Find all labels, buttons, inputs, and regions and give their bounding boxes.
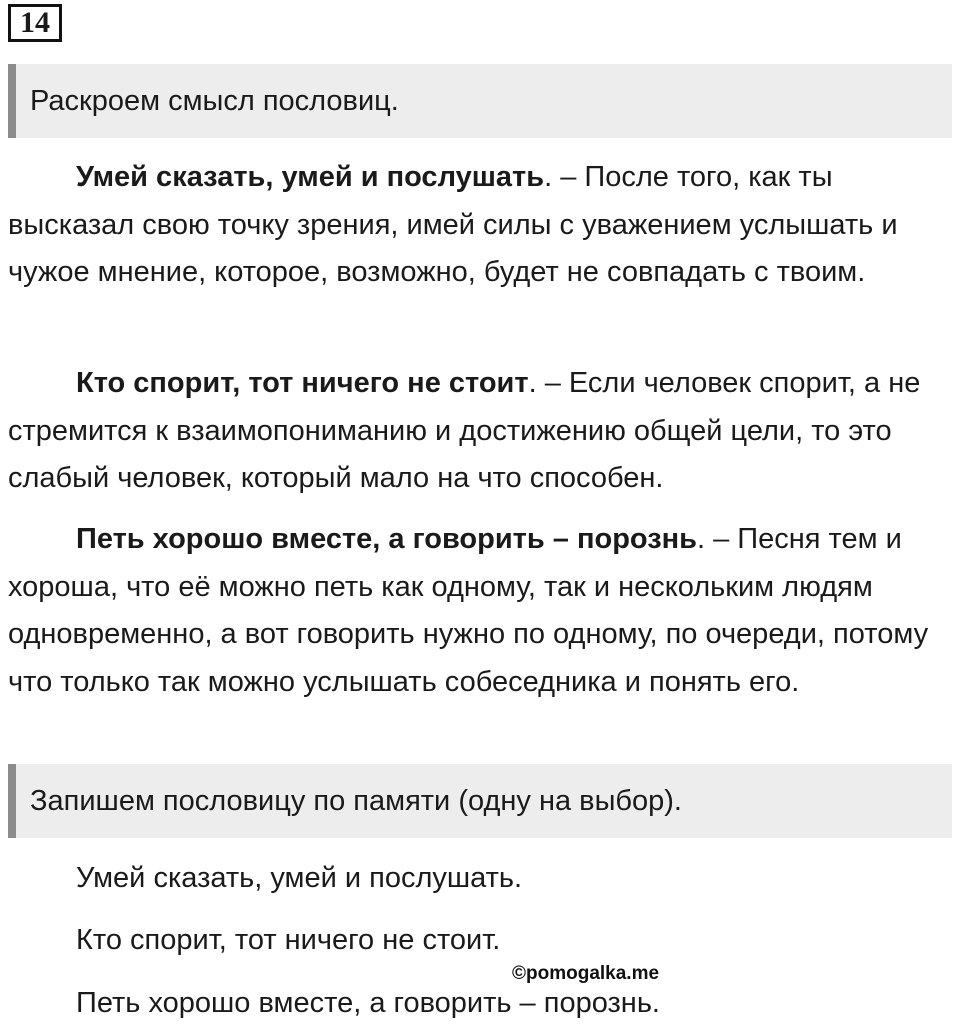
proverb-punct-2: . [528,367,537,399]
answer-line-3: Петь хорошо вместе, а говорить – порознь. [76,987,660,1019]
proverb-title-1: Умей сказать, умей и послушать [76,161,545,193]
watermark: ©pomogalka.me [512,963,660,984]
section-heading-banner-1 [8,64,952,138]
answer-line-1: Умей сказать, умей и послушать. [76,862,523,894]
proverb-punct-1: . [544,161,553,193]
proverb-title-3: Петь хорошо вместе, а говорить – порознь [76,523,697,555]
answer-line-2: Кто спорит, тот ничего не стоит. [76,924,501,956]
proverb-explanation-3: – Песня тем и хороша, что её можно петь как одному, так и нескольким людям одновременно, а вот говорить нужно по одному, по очереди, потому что только так можно услышать собеседника и понять его. [8,523,929,698]
proverb-punct-3: . [697,523,706,555]
section-heading-2: Запишем пословицу по памяти (одну на выбор). [30,784,682,817]
proverb-paragraph-2 [8,360,954,503]
proverb-title-2: Кто спорит, тот ничего не стоит [76,367,529,399]
proverb-paragraph-3 [8,516,954,706]
task-number-box [8,4,62,42]
proverb-paragraph-1 [8,154,954,297]
section-heading-banner-2 [8,764,952,838]
proverb-explanation-1: – После того, как ты высказал свою точку зрения, имей силы с уважением услышать и чужое мнение, которое, возможно, будет не совпадать с твоим. [8,161,898,288]
section-heading-1: Раскроем смысл пословиц. [30,84,399,117]
proverb-explanation-2: – Если человек спорит, а не стремится к взаимопониманию и достижению общей цели, то это слабый человек, который мало на что способен. [8,367,921,494]
task-number: 14 [20,6,50,39]
